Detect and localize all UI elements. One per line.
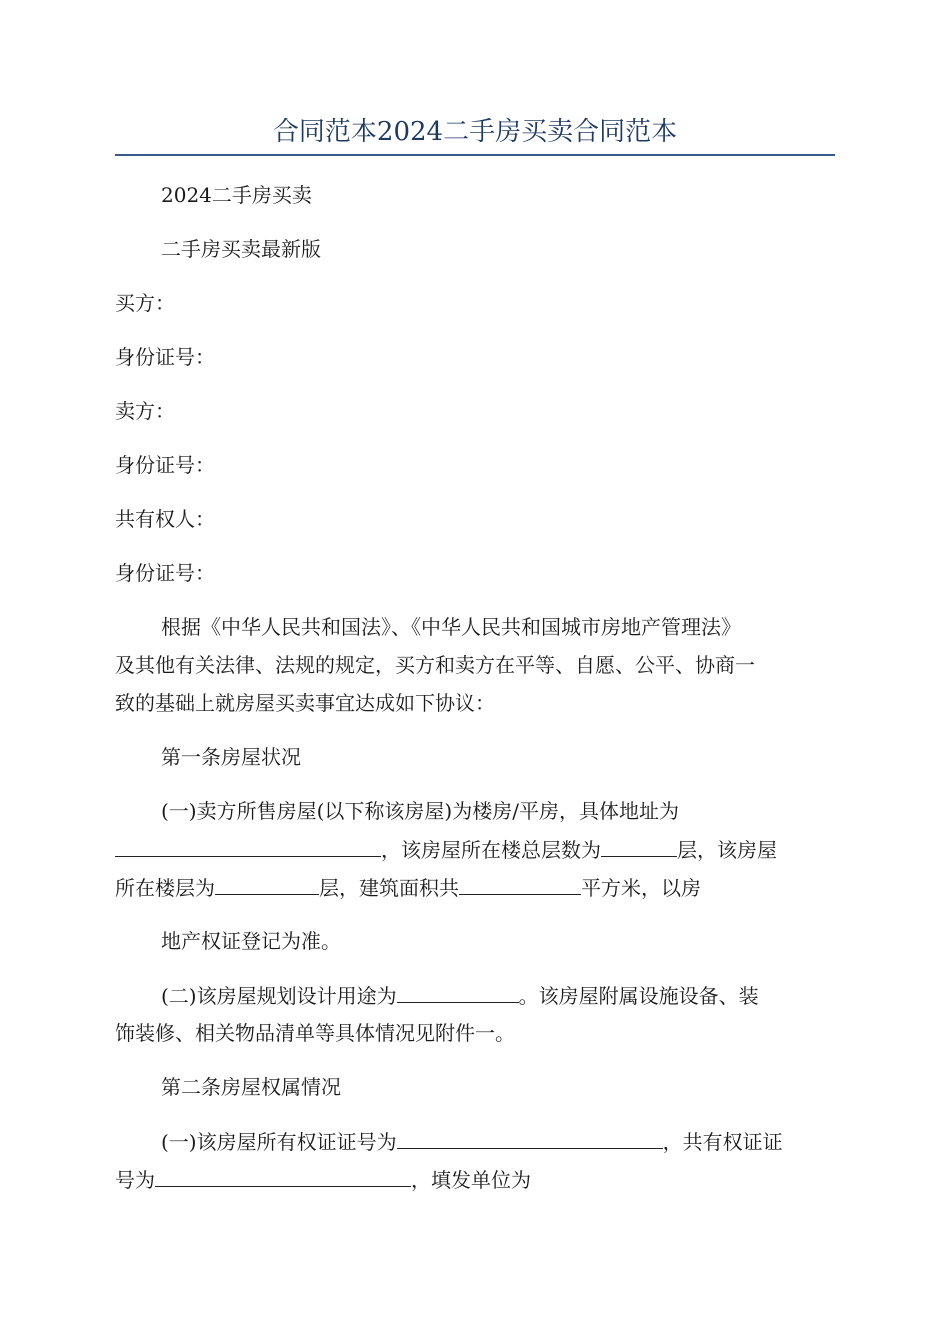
paragraph-line: 及其他有关法律、法规的规定，买方和卖方在平等、自愿、公平、协商一 xyxy=(115,653,755,677)
article-heading: 第二条房屋权属情况 xyxy=(161,1075,341,1099)
clause-line: (一)该房屋所有权证证号为 ，共有权证证 xyxy=(161,1126,783,1157)
subtitle-line: 二手房买卖最新版 xyxy=(161,237,321,261)
co-ownership-number-blank[interactable] xyxy=(155,1164,411,1187)
paragraph-line: 根据《中华人民共和国法》、《中华人民共和国城市房地产管理法》 xyxy=(161,615,741,639)
co-owner-label: 共有权人： xyxy=(115,507,215,531)
clause-line: 饰装修、相关物品清单等具体情况见附件一。 xyxy=(115,1021,515,1045)
clause-line: ，该房屋所在楼总层数为 层，该房屋 xyxy=(115,834,777,865)
clause-line: (一)卖方所售房屋(以下称该房屋)为楼房/平房，具体地址为 xyxy=(161,799,679,823)
seller-label: 卖方： xyxy=(115,399,175,423)
page-title: 合同范本2024二手房买卖合同范本 xyxy=(272,117,678,147)
usage-blank[interactable] xyxy=(397,980,519,1003)
total-floors-blank[interactable] xyxy=(601,834,677,857)
clause-line: 号为 ，填发单位为 xyxy=(115,1164,531,1195)
id-label: 身份证号： xyxy=(115,561,215,585)
address-blank[interactable] xyxy=(115,834,381,857)
buyer-label: 买方： xyxy=(115,291,175,315)
clause-line: (二)该房屋规划设计用途为 。该房屋附属设施设备、装 xyxy=(161,980,759,1011)
clause-line: 地产权证登记为准。 xyxy=(161,929,341,953)
floor-blank[interactable] xyxy=(215,872,319,895)
area-blank[interactable] xyxy=(459,872,581,895)
id-label: 身份证号： xyxy=(115,345,215,369)
clause-line: 所在楼层为 层，建筑面积共 平方米，以房 xyxy=(115,872,701,903)
certificate-number-blank[interactable] xyxy=(397,1126,663,1149)
article-heading: 第一条房屋状况 xyxy=(161,745,301,769)
paragraph-line: 致的基础上就房屋买卖事宜达成如下协议： xyxy=(115,691,495,715)
id-label: 身份证号： xyxy=(115,453,215,477)
subtitle-line: 2024二手房买卖 xyxy=(161,183,312,207)
title-underline xyxy=(115,154,835,156)
